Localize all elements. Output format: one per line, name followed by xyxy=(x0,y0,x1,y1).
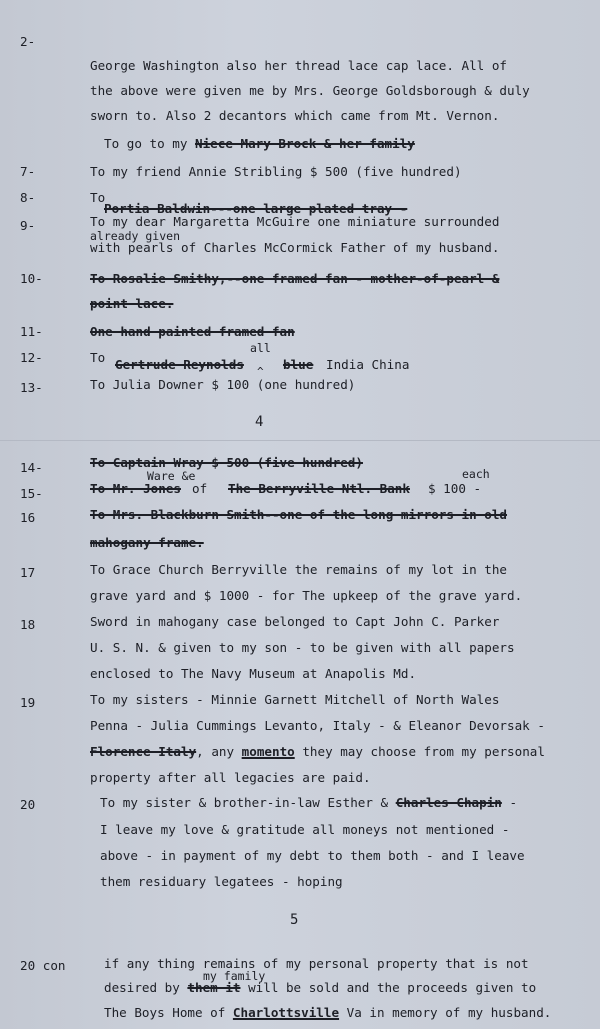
inserted-text: my family xyxy=(203,969,266,983)
struck-text: mahogany frame. xyxy=(90,535,204,550)
item-number: 20 con xyxy=(20,958,66,973)
item-number: 11- xyxy=(20,324,43,339)
text-segment: desired by xyxy=(104,980,188,995)
item-number: 15- xyxy=(20,486,43,501)
struck-text: blue xyxy=(283,357,314,372)
page-marker: 2- xyxy=(20,34,36,49)
item-number: 17 xyxy=(20,565,36,580)
inserted-text: all xyxy=(250,341,271,355)
paper-fold-line xyxy=(0,440,600,441)
item-text: To Grace Church Berryville the remains of my lot in the xyxy=(90,562,508,577)
text-segment: The Boys Home of xyxy=(104,1005,233,1020)
item-number: 20 xyxy=(20,797,36,812)
item-text: I leave my love & gratitude all moneys not mentioned - xyxy=(100,822,510,837)
item-text xyxy=(104,980,536,995)
text-segment: To my sister & brother-in-law Esther & xyxy=(100,795,396,810)
item-text: of xyxy=(192,481,208,496)
item-number: 10- xyxy=(20,271,43,286)
item-number: 9- xyxy=(20,218,36,233)
item-text: To my sisters - Minnie Garnett Mitchell of North Wales xyxy=(90,692,500,707)
item-number: 8- xyxy=(20,190,36,205)
struck-text: them it xyxy=(187,980,241,995)
item-text: Sword in mahogany case belonged to Capt John C. Parker xyxy=(90,614,500,629)
item-text: To Julia Downer $ 100 (one hundred) xyxy=(90,377,356,392)
item-text: India China xyxy=(326,357,410,372)
item-text: with pearls of Charles McCormick Father of my husband. xyxy=(90,240,500,255)
struck-text: To Captain Wray $ 500 (five hundred) xyxy=(90,455,363,470)
text-segment: , any xyxy=(196,744,242,759)
item-number: 12- xyxy=(20,350,43,365)
text-segment: - xyxy=(501,795,518,810)
inserted-text: already given xyxy=(90,229,181,243)
item-text xyxy=(104,1005,551,1020)
inserted-text: each xyxy=(462,467,490,481)
item-number: 14- xyxy=(20,460,43,475)
underlined-text: momento xyxy=(241,744,295,759)
item-text: Penna - Julia Cummings Levanto, Italy - & Eleanor Devorsak - xyxy=(90,718,545,733)
item-number: 16 xyxy=(20,510,36,525)
item-text: property after all legacies are paid. xyxy=(90,770,371,785)
item-number: 13- xyxy=(20,380,43,395)
item-text: U. S. N. & given to my son - to be given with all papers xyxy=(90,640,515,655)
struck-text: The Berryville Ntl. Bank xyxy=(228,481,410,496)
item-text: enclosed to The Navy Museum at Anapolis Md. xyxy=(90,666,417,681)
page-number: 5 xyxy=(290,912,299,928)
struck-text: point lace. xyxy=(90,296,174,311)
text-line xyxy=(104,136,415,151)
item-text xyxy=(100,795,517,810)
struck-text: One hand painted framed fan xyxy=(90,324,295,339)
underlined-text: Charlottsville xyxy=(232,1005,340,1020)
item-text: To xyxy=(90,350,106,365)
text-segment: Va in memory of my husband. xyxy=(339,1005,552,1020)
text-line: sworn to. Also 2 decantors which came from Mt. Vernon. xyxy=(90,108,500,123)
text-segment: they may choose from my personal xyxy=(294,744,545,759)
text-segment: will be sold and the proceeds given to xyxy=(240,980,537,995)
item-text: grave yard and $ 1000 - for The upkeep of the grave yard. xyxy=(90,588,523,603)
struck-text: Niece Mary Brock & her family xyxy=(195,136,415,151)
struck-text: To Rosalie Smithy,--one framed fan - mother-of-pearl & xyxy=(90,271,500,286)
text-line: the above were given me by Mrs. George Goldsborough & duly xyxy=(90,83,530,98)
text-segment: To go to my xyxy=(104,136,188,151)
item-number: 7- xyxy=(20,164,36,179)
item-text xyxy=(90,744,545,759)
struck-text: To Mrs. Blackburn Smith--one of the long mirrors in old xyxy=(90,507,508,522)
insertion-caret: ^ xyxy=(257,365,264,378)
item-number: 18 xyxy=(20,617,36,632)
struck-text: To Mr. Jones xyxy=(90,481,181,496)
item-text: To my friend Annie Stribling $ 500 (five hundred) xyxy=(90,164,462,179)
struck-text: Charles Chapin xyxy=(395,795,502,810)
struck-text: Florence Italy xyxy=(90,744,197,759)
item-text: them residuary legatees - hoping xyxy=(100,874,343,889)
text-line: George Washington also her thread lace cap lace. All of xyxy=(90,58,508,73)
page-number: 4 xyxy=(255,414,264,430)
item-text: above - in payment of my debt to them both - and I leave xyxy=(100,848,525,863)
struck-text-inner: Portia Baldwin---one large plated tray - xyxy=(104,201,408,216)
inserted-text: Ware &e xyxy=(147,469,196,483)
item-text: To xyxy=(90,190,106,205)
item-number: 19 xyxy=(20,695,36,710)
item-text: To my dear Margaretta McGuire one miniature surrounded xyxy=(90,214,500,229)
item-text: $ 100 - xyxy=(428,481,482,496)
item-text: if any thing remains of my personal property that is not xyxy=(104,956,529,971)
struck-text: Gertrude Reynolds xyxy=(115,357,244,372)
